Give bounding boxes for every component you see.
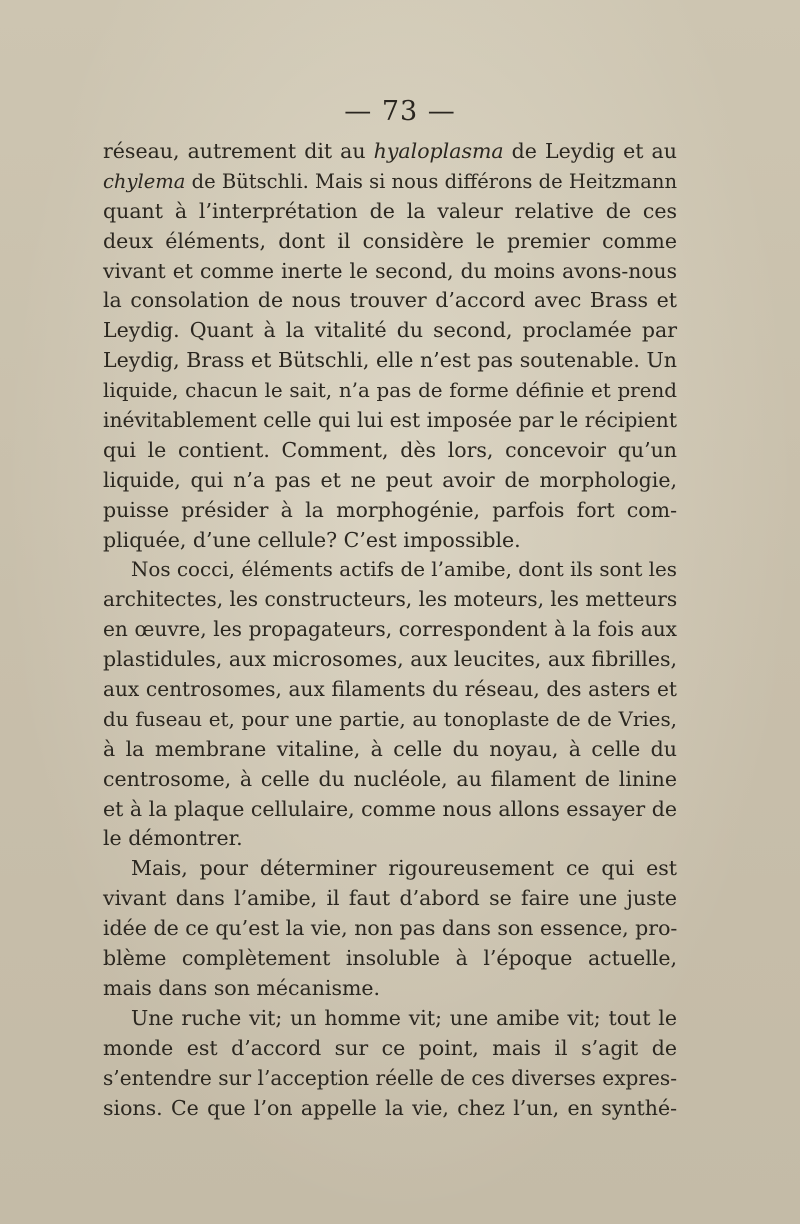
text-segment: mais dans son mécanisme. <box>103 975 381 1000</box>
body-text <box>103 137 677 1123</box>
text-line <box>103 436 677 466</box>
text-line <box>103 137 677 167</box>
text-line <box>103 526 677 556</box>
text-line <box>103 1064 677 1094</box>
text-segment: blème complètement insoluble à l’époque actuelle, <box>103 946 677 971</box>
text-line <box>103 555 677 585</box>
text-line <box>103 257 677 287</box>
text-segment: à la membrane vitaline, à celle du noyau, à celle du <box>103 736 677 761</box>
text-segment: aux centrosomes, aux filaments du réseau, des asters et <box>103 677 677 702</box>
page-number: — 73 — <box>344 96 456 127</box>
text-line <box>103 316 677 346</box>
text-line <box>103 824 677 854</box>
text-line <box>103 735 677 765</box>
text-segment: plastidules, aux microsomes, aux leucites, aux fibrilles, <box>103 647 677 672</box>
text-segment: architectes, les constructeurs, les moteurs, les metteurs <box>103 587 678 612</box>
text-segment: Mais, pour déterminer rigoureusement ce qui est <box>131 856 677 881</box>
text-line <box>103 286 677 316</box>
text-segment: idée de ce qu’est la vie, non pas dans son essence, pro- <box>103 916 678 941</box>
text-segment: de Leydig et au <box>503 139 677 163</box>
text-segment: liquide, chacun le sait, n’a pas de forme définie et prend <box>103 379 677 403</box>
text-line <box>103 705 677 735</box>
text-segment: Leydig, Brass et Bütschli, elle n’est pas soutenable. Un <box>103 348 677 373</box>
text-segment: s’entendre sur l’acception réelle de ces diverses expres- <box>103 1065 677 1090</box>
text-segment: et à la plaque cellulaire, comme nous allons essayer de <box>103 796 677 821</box>
text-line <box>103 1034 677 1064</box>
text-segment: inévitablement celle qui lui est imposée par le récipient <box>103 408 677 433</box>
text-segment: Leydig. Quant à la vitalité du second, proclamée par <box>103 318 677 343</box>
text-line <box>103 884 677 914</box>
text-segment: pliquée, d’une cellule? C’est impossible. <box>103 527 521 552</box>
text-line <box>103 585 677 615</box>
text-segment: vivant et comme inerte le second, du moins avons-nous <box>103 258 677 283</box>
text-line <box>103 466 677 496</box>
text-line <box>103 1094 677 1124</box>
text-segment: qui le contient. Comment, dès lors, concevoir qu’un <box>103 437 677 462</box>
text-segment: puisse présider à la morphogénie, parfois fort com- <box>103 497 677 522</box>
text-line <box>103 376 677 406</box>
text-line <box>103 854 677 884</box>
text-segment: Une ruche vit; un homme vit; une amibe vit; tout le <box>131 1005 677 1030</box>
text-line <box>103 974 677 1004</box>
text-segment: Nos cocci, éléments actifs de l’amibe, dont ils sont les <box>131 558 677 582</box>
text-segment: de Bütschli. Mais si nous différons de Heitzmann <box>185 169 677 193</box>
text-line <box>103 795 677 825</box>
text-line <box>103 765 677 795</box>
text-segment: centrosome, à celle du nucléole, au filament de linine <box>103 766 677 791</box>
text-line <box>103 197 677 227</box>
text-segment: vivant dans l’amibe, il faut d’abord se faire une juste <box>103 886 677 911</box>
text-segment: la consolation de nous trouver d’accord avec Brass et <box>103 288 677 313</box>
text-segment: quant à l’interprétation de la valeur relative de ces <box>103 198 677 223</box>
text-segment: liquide, qui n’a pas et ne peut avoir de morphologie, <box>103 467 677 492</box>
text-segment: du fuseau et, pour une partie, au tonoplaste de de Vries, <box>103 707 677 731</box>
text-line <box>103 346 677 376</box>
text-segment: le démontrer. <box>103 826 243 851</box>
text-line <box>103 615 677 645</box>
italic-term: hyaloplasma <box>373 139 504 163</box>
text-line <box>103 496 677 526</box>
text-segment: en œuvre, les propagateurs, correspondent à la fois aux <box>103 617 677 642</box>
italic-term: chylema <box>103 169 186 193</box>
text-line <box>103 914 677 944</box>
text-segment: sions. Ce que l’on appelle la vie, chez l’un, en synthé- <box>103 1095 677 1120</box>
text-line <box>103 944 677 974</box>
text-segment: monde est d’accord sur ce point, mais il s’agit de <box>103 1035 677 1060</box>
text-segment: deux éléments, dont il considère le premier comme <box>103 228 677 253</box>
text-line <box>103 167 677 197</box>
text-segment: réseau, autrement dit au <box>103 139 374 163</box>
text-line <box>103 406 677 436</box>
text-line <box>103 675 677 705</box>
text-line <box>103 1004 677 1034</box>
text-line <box>103 645 677 675</box>
text-line <box>103 227 677 257</box>
